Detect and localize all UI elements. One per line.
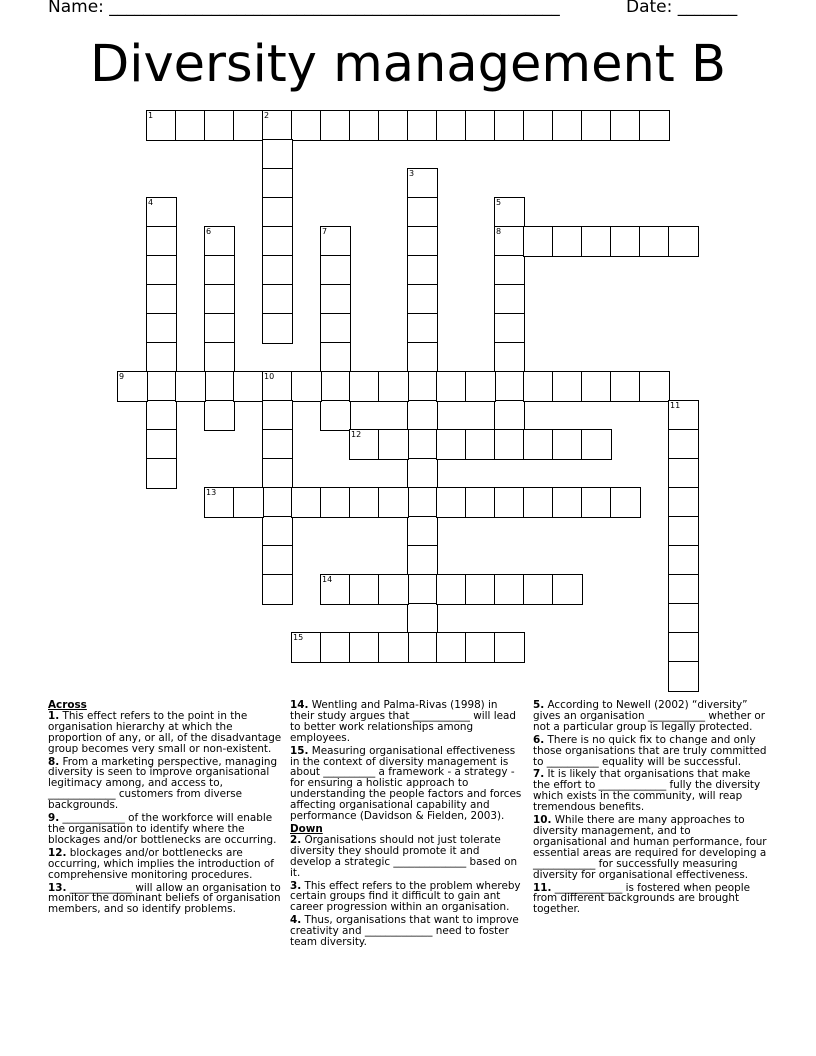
crossword-cell[interactable] (262, 255, 293, 286)
clue-text: While there are many approaches to diversity management, and to organisational and human performance, four essential areas are required for developing a ____________ for successfully measuring diversity for organisational effectiveness. (533, 814, 767, 881)
across-clue (48, 848, 282, 881)
crossword-cell[interactable] (349, 632, 380, 663)
clues-column-2 (290, 700, 524, 950)
clue-number: 9. (48, 812, 60, 825)
crossword-cell[interactable] (436, 632, 467, 663)
down-clue (533, 735, 767, 768)
across-clue (48, 757, 282, 812)
crossword-cell[interactable] (146, 371, 177, 402)
crossword-cell[interactable] (407, 487, 438, 518)
crossword-cell[interactable] (233, 371, 264, 402)
crossword-cell[interactable] (262, 284, 293, 315)
crossword-cell[interactable] (494, 284, 525, 315)
crossword-cell[interactable] (262, 226, 293, 257)
crossword-cell[interactable] (407, 197, 438, 228)
crossword-cell[interactable] (146, 255, 177, 286)
crossword-cell[interactable] (262, 168, 293, 199)
clue-number: 8 (496, 227, 502, 236)
crossword-cell[interactable] (262, 458, 293, 489)
across-clue (48, 711, 282, 755)
crossword-cell[interactable] (523, 429, 554, 460)
crossword-cell[interactable] (465, 487, 496, 518)
crossword-cell[interactable] (523, 574, 554, 605)
clue-number: 8. (48, 755, 60, 768)
clue-number: 7. (533, 768, 545, 781)
crossword-cell[interactable] (465, 429, 496, 460)
across-clue (290, 700, 524, 744)
crossword-cell[interactable] (407, 371, 438, 402)
crossword-cell[interactable] (494, 429, 525, 460)
crossword-cell[interactable] (494, 313, 525, 344)
crossword-cell[interactable] (407, 342, 438, 373)
crossword-cell[interactable] (581, 429, 612, 460)
clue-number: 13. (48, 881, 67, 894)
crossword-cell[interactable] (117, 371, 148, 402)
crossword-cell[interactable] (349, 110, 380, 141)
crossword-cell[interactable] (378, 487, 409, 518)
across-heading: Across (48, 699, 87, 711)
crossword-cell[interactable] (175, 371, 206, 402)
date-field-label: Date: _______ (626, 0, 738, 17)
crossword-cell[interactable] (291, 110, 322, 141)
clues-column-3 (533, 700, 767, 917)
crossword-cell[interactable] (494, 255, 525, 286)
crossword-cell[interactable] (320, 226, 351, 257)
crossword-cell[interactable] (668, 632, 699, 663)
crossword-cell[interactable] (233, 487, 264, 518)
crossword-cell[interactable] (204, 110, 235, 141)
crossword-cell[interactable] (523, 371, 554, 402)
crossword-cell[interactable] (349, 574, 380, 605)
crossword-cell[interactable] (320, 574, 351, 605)
crossword-cell[interactable] (610, 487, 641, 518)
crossword-cell[interactable] (436, 371, 467, 402)
clue-text: Wentling and Palma-Rivas (1998) in their study argues that ___________ will lead to better work relationships among employees. (290, 699, 516, 744)
crossword-cell[interactable] (407, 516, 438, 547)
clue-number: 1 (148, 111, 154, 120)
crossword-cell[interactable] (494, 574, 525, 605)
crossword-cell[interactable] (378, 429, 409, 460)
clue-number: 10 (264, 372, 275, 381)
crossword-cell[interactable] (349, 371, 380, 402)
crossword-cell[interactable] (639, 226, 670, 257)
clue-text: This effect refers to the problem whereby certain groups find it difficult to gain ant career progression within an organisation. (290, 879, 521, 914)
clue-number: 12 (351, 430, 362, 439)
clue-number: 13 (206, 488, 217, 497)
clues-column-1 (48, 700, 282, 917)
crossword-cell[interactable] (407, 545, 438, 576)
crossword-cell[interactable] (262, 400, 293, 431)
clue-text: _____________ is fostered when people from different backgrounds are brought together. (533, 881, 750, 916)
crossword-cell[interactable] (668, 226, 699, 257)
crossword-cell[interactable] (204, 284, 235, 315)
crossword-cell[interactable] (262, 139, 293, 170)
clue-text: This effect refers to the point in the organisation hierarchy at which the proportion of any, or all, of the disadvantage group becomes very small or non-existent. (48, 709, 282, 755)
crossword-cell[interactable] (668, 661, 699, 692)
clue-text: ____________ will allow an organisation to monitor the dominant beliefs of organisation members, and so identify problems. (48, 881, 281, 916)
crossword-cell[interactable] (262, 487, 293, 518)
clue-number: 7 (322, 227, 328, 236)
crossword-cell[interactable] (494, 632, 525, 663)
crossword-cell[interactable] (146, 110, 177, 141)
crossword-cell[interactable] (610, 110, 641, 141)
crossword-cell[interactable] (668, 458, 699, 489)
crossword-cell[interactable] (204, 487, 235, 518)
crossword-cell[interactable] (262, 574, 293, 605)
crossword-cell[interactable] (552, 429, 583, 460)
clue-number: 3 (409, 169, 415, 178)
crossword-cell[interactable] (291, 371, 322, 402)
crossword-cell[interactable] (204, 400, 235, 431)
down-clue (290, 835, 524, 879)
clue-number: 10. (533, 814, 552, 827)
clue-number: 15. (290, 744, 309, 757)
crossword-cell[interactable] (349, 487, 380, 518)
clue-text: blockages and/or bottlenecks are occurring, which implies the introduction of comprehensive monitoring procedures. (48, 846, 274, 881)
crossword-cell[interactable] (581, 110, 612, 141)
crossword-cell[interactable] (494, 400, 525, 431)
crossword-cell[interactable] (523, 110, 554, 141)
crossword-cell[interactable] (552, 487, 583, 518)
crossword-cell[interactable] (465, 574, 496, 605)
crossword-cell[interactable] (262, 516, 293, 547)
crossword-cell[interactable] (494, 487, 525, 518)
clue-number: 15 (293, 633, 304, 642)
crossword-cell[interactable] (668, 545, 699, 576)
page-title: Diversity management B (90, 35, 726, 94)
crossword-cell[interactable] (291, 632, 322, 663)
crossword-cell[interactable] (494, 110, 525, 141)
crossword-cell[interactable] (668, 516, 699, 547)
crossword-cell[interactable] (552, 110, 583, 141)
crossword-cell[interactable] (407, 400, 438, 431)
crossword-cell[interactable] (494, 371, 525, 402)
crossword-cell[interactable] (204, 226, 235, 257)
crossword-cell[interactable] (465, 110, 496, 141)
crossword-cell[interactable] (639, 110, 670, 141)
down-clue (533, 769, 767, 813)
clue-number: 2. (290, 833, 302, 846)
crossword-cell[interactable] (668, 429, 699, 460)
down-clue (290, 915, 524, 948)
clue-number: 1. (48, 709, 60, 722)
crossword-cell[interactable] (465, 632, 496, 663)
clue-number: 3. (290, 879, 302, 892)
clue-text: According to Newell (2002) “diversity” gives an organisation ___________ whether or not a particular group is legally protected. (533, 699, 766, 733)
clue-number: 6. (533, 733, 545, 746)
clue-text: From a marketing perspective, managing diversity is seen to improve organisational legitimacy among, and access to, _____________ customers from diverse backgrounds. (48, 755, 278, 812)
crossword-cell[interactable] (320, 400, 351, 431)
crossword-cell[interactable] (581, 371, 612, 402)
crossword-cell[interactable] (320, 255, 351, 286)
crossword-cell[interactable] (262, 313, 293, 344)
crossword-cell[interactable] (436, 487, 467, 518)
crossword-cell[interactable] (204, 255, 235, 286)
across-clue (290, 746, 524, 822)
clue-text: Organisations should not just tolerate diversity they should promote it and develop a strategic ______________ based on it. (290, 833, 518, 879)
crossword-cell[interactable] (407, 284, 438, 315)
crossword-cell[interactable] (320, 313, 351, 344)
name-field-label: Name: _____________________________________________________ (48, 0, 560, 17)
clue-number: 14. (290, 699, 309, 711)
crossword-cell[interactable] (494, 197, 525, 228)
crossword-cell[interactable] (146, 458, 177, 489)
crossword-cell[interactable] (407, 313, 438, 344)
crossword-cell[interactable] (146, 429, 177, 460)
clue-number: 4. (290, 914, 302, 927)
clue-number: 4 (148, 198, 154, 207)
crossword-cell[interactable] (204, 313, 235, 344)
down-heading: Down (290, 822, 323, 835)
crossword-cell[interactable] (378, 110, 409, 141)
crossword-cell[interactable] (262, 371, 293, 402)
crossword-cell[interactable] (610, 226, 641, 257)
down-clue (533, 815, 767, 880)
clue-text: Thus, organisations that want to improve creativity and _____________ need to foster team diversity. (290, 914, 519, 949)
clue-number: 5 (496, 198, 502, 207)
crossword-cell[interactable] (378, 574, 409, 605)
crossword-cell[interactable] (291, 487, 322, 518)
crossword-cell[interactable] (465, 371, 496, 402)
crossword-cell[interactable] (436, 574, 467, 605)
crossword-cell[interactable] (668, 400, 699, 431)
crossword-cell[interactable] (436, 110, 467, 141)
clue-text: It is likely that organisations that make the effort to _____________ fully the diversity which exists in the community, will reap tremendous benefits. (533, 768, 761, 814)
crossword-cell[interactable] (407, 603, 438, 634)
crossword-cell[interactable] (494, 342, 525, 373)
crossword-cell[interactable] (407, 110, 438, 141)
crossword-cell[interactable] (407, 458, 438, 489)
crossword-cell[interactable] (581, 487, 612, 518)
crossword-cell[interactable] (146, 284, 177, 315)
clue-number: 5. (533, 699, 545, 711)
crossword-cell[interactable] (407, 255, 438, 286)
crossword-cell[interactable] (233, 110, 264, 141)
crossword-cell[interactable] (378, 371, 409, 402)
crossword-cell[interactable] (320, 284, 351, 315)
crossword-cell[interactable] (320, 342, 351, 373)
crossword-cell[interactable] (320, 487, 351, 518)
crossword-cell[interactable] (494, 226, 525, 257)
across-clue (48, 813, 282, 846)
clue-number: 6 (206, 227, 212, 236)
crossword-cell[interactable] (146, 313, 177, 344)
clue-text: Measuring organisational effectiveness in the context of diversity management is about __________ a framework - a strategy - for ensuring a holistic approach to understanding the people factors and forces affecting organisational capability and performance (Davidson & Fielden, 2003). (290, 744, 522, 823)
clue-text: ____________ of the workforce will enable the organisation to identify where the blockages and/or bottlenecks are occurring. (48, 812, 277, 846)
crossword-cell[interactable] (262, 429, 293, 460)
crossword-cell[interactable] (349, 429, 380, 460)
clue-number: 9 (119, 372, 125, 381)
crossword-cell[interactable] (552, 226, 583, 257)
crossword-cell[interactable] (552, 371, 583, 402)
crossword-cell[interactable] (262, 197, 293, 228)
crossword-cell[interactable] (581, 226, 612, 257)
clue-number: 11 (670, 401, 681, 410)
across-clue (48, 883, 282, 916)
crossword-cell[interactable] (407, 429, 438, 460)
crossword-cell[interactable] (146, 342, 177, 373)
crossword-cell[interactable] (668, 603, 699, 634)
crossword-cell[interactable] (146, 197, 177, 228)
crossword-cell[interactable] (262, 110, 293, 141)
crossword-cell[interactable] (668, 487, 699, 518)
clue-number: 14 (322, 575, 333, 584)
crossword-cell[interactable] (552, 574, 583, 605)
down-clue (533, 700, 767, 733)
crossword-cell[interactable] (262, 545, 293, 576)
clue-number: 2 (264, 111, 270, 120)
crossword-cell[interactable] (204, 342, 235, 373)
crossword-cell[interactable] (407, 226, 438, 257)
crossword-cell[interactable] (639, 371, 670, 402)
crossword-cell[interactable] (378, 632, 409, 663)
crossword-cell[interactable] (146, 400, 177, 431)
crossword-cell[interactable] (175, 110, 206, 141)
clue-number: 12. (48, 846, 67, 859)
crossword-cell[interactable] (320, 110, 351, 141)
crossword-cell[interactable] (436, 429, 467, 460)
crossword-cell[interactable] (523, 487, 554, 518)
crossword-cell[interactable] (320, 371, 351, 402)
down-clue (533, 883, 767, 916)
crossword-cell[interactable] (204, 371, 235, 402)
crossword-cell[interactable] (523, 226, 554, 257)
crossword-cell[interactable] (610, 371, 641, 402)
crossword-cell[interactable] (668, 574, 699, 605)
crossword-cell[interactable] (407, 632, 438, 663)
crossword-cell[interactable] (407, 574, 438, 605)
clue-text: There is no quick fix to change and only those organisations that are truly committed to __________ equality will be successful. (533, 733, 767, 768)
crossword-cell[interactable] (407, 168, 438, 199)
clue-number: 11. (533, 881, 552, 894)
crossword-cell[interactable] (146, 226, 177, 257)
down-clue (290, 881, 524, 914)
crossword-cell[interactable] (320, 632, 351, 663)
